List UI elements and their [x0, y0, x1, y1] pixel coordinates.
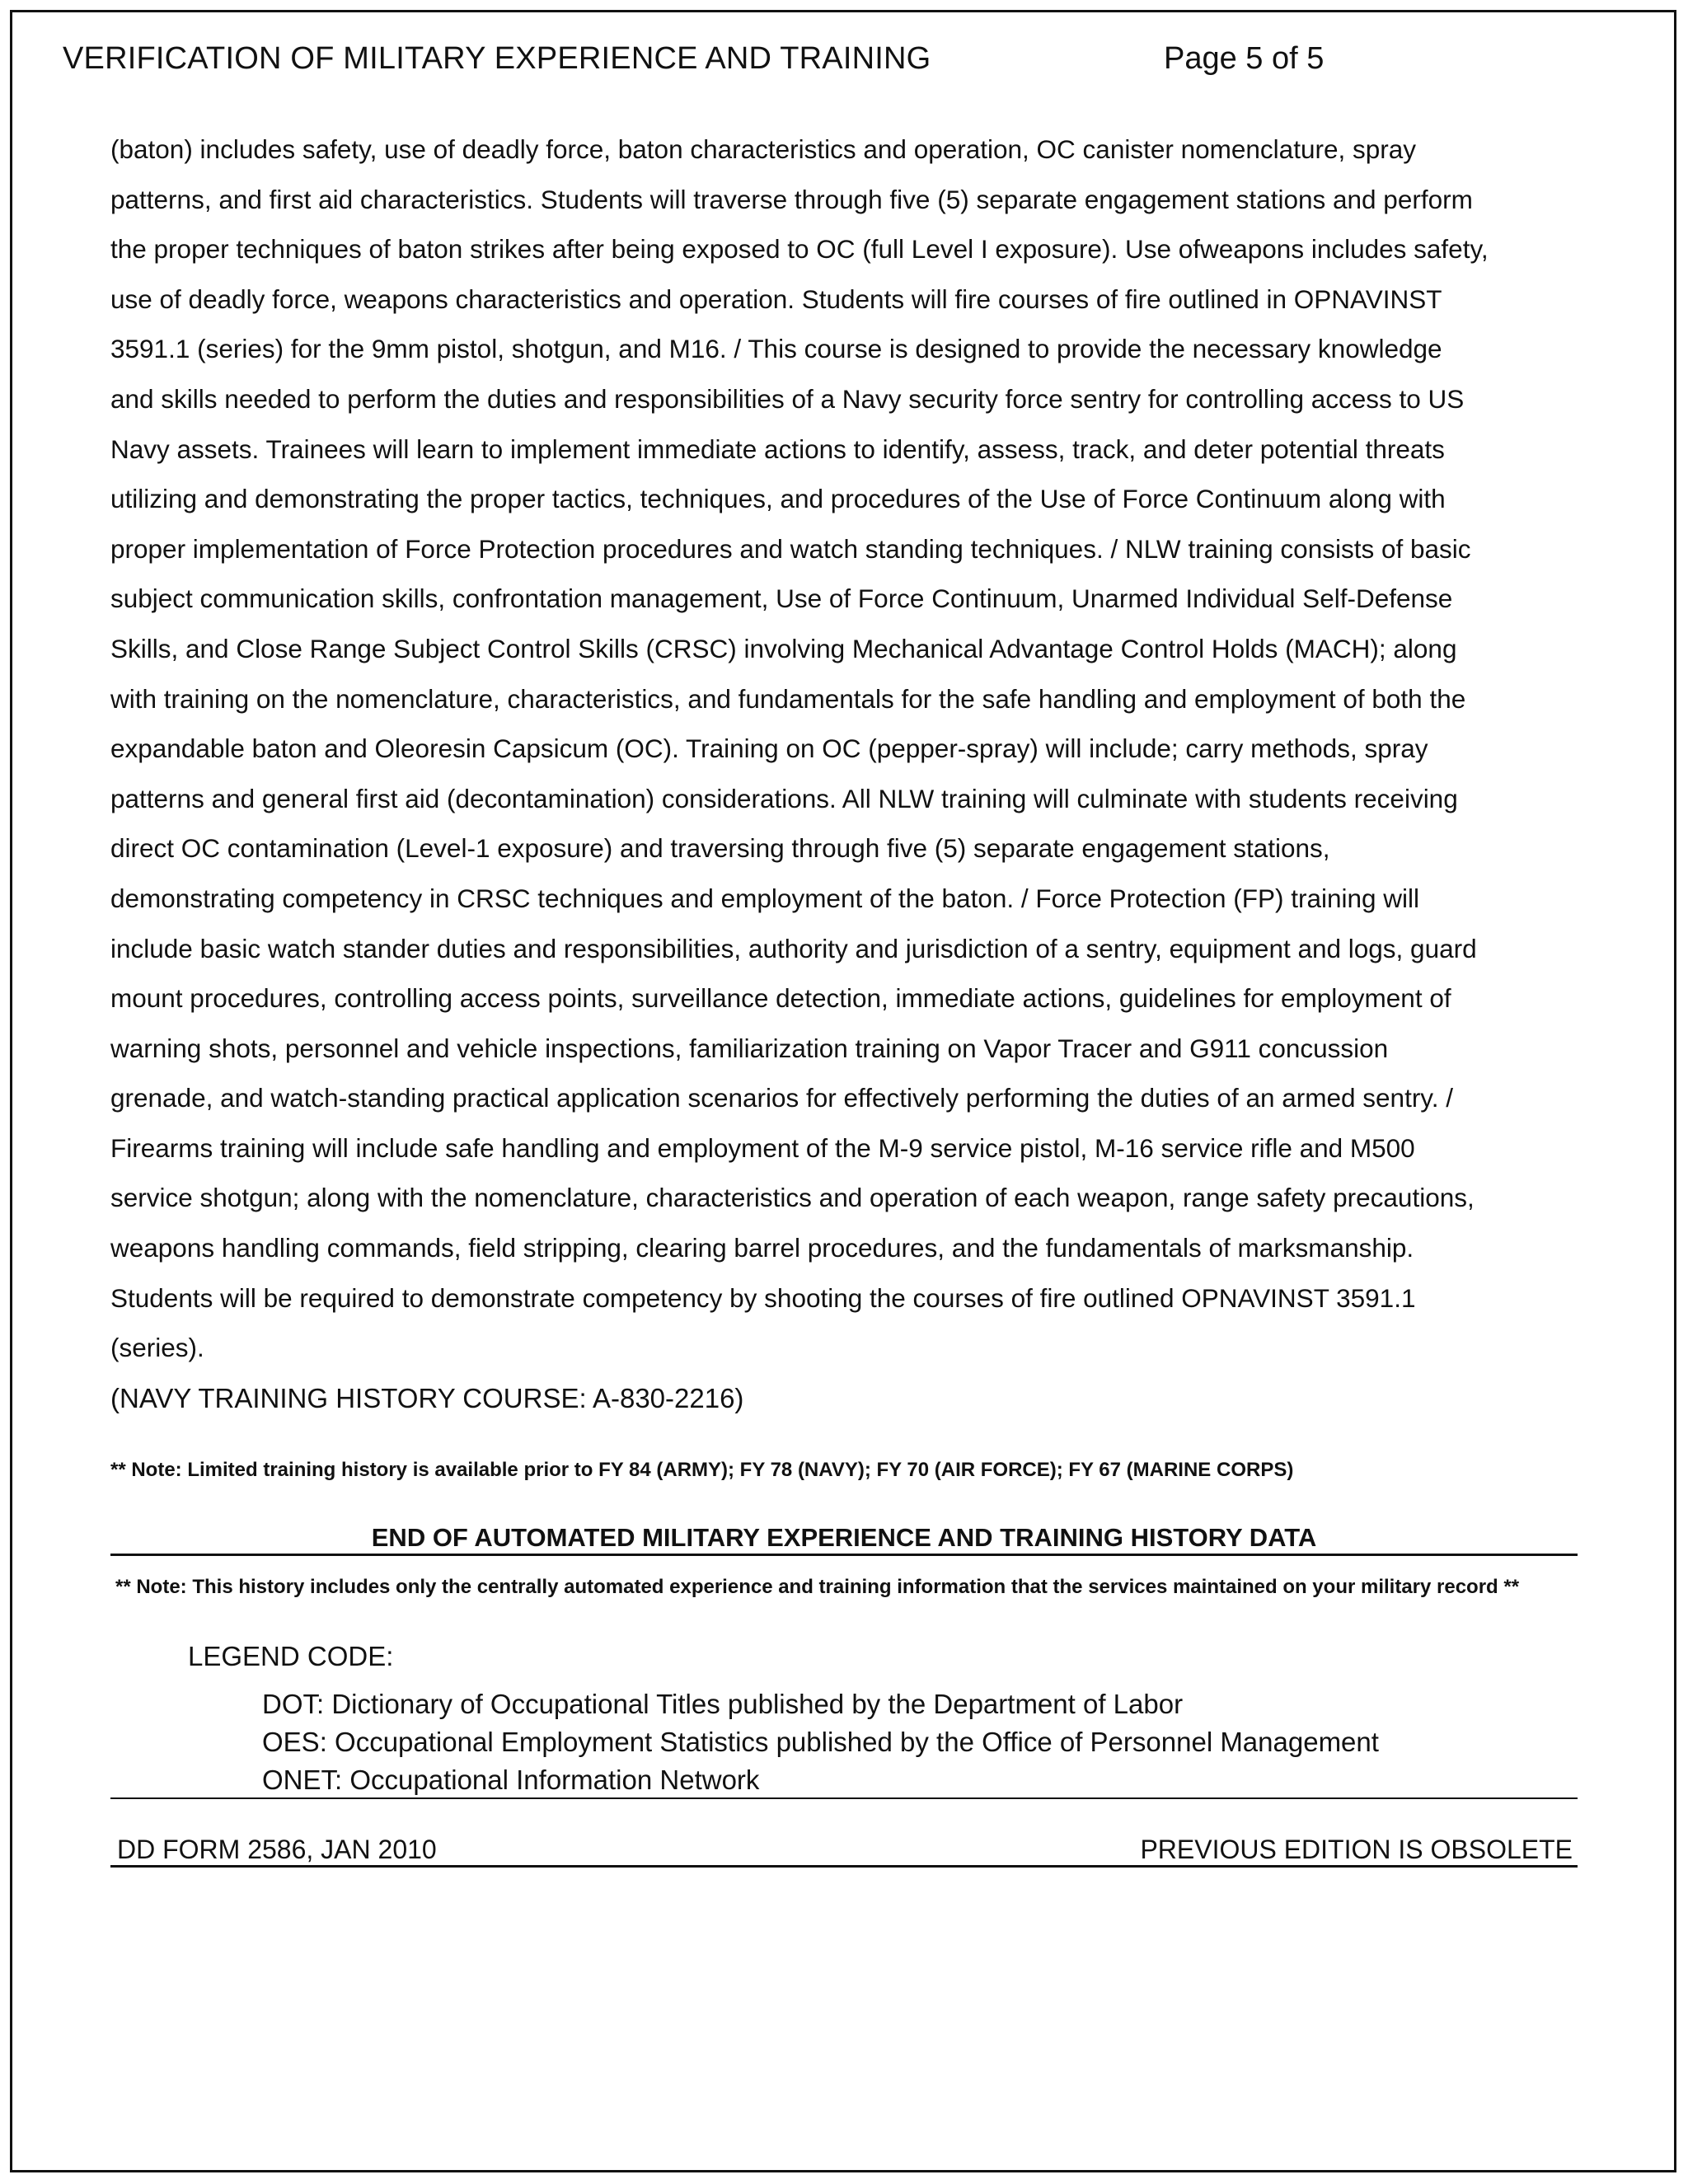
legend-heading: LEGEND CODE: — [188, 1641, 394, 1671]
text-line: (series). — [110, 1333, 204, 1363]
text-line: grenade, and watch-standing practical application scenarios for effectively performing the duties of an armed sentry. / — [110, 1083, 1453, 1113]
text-line: subject communication skills, confrontation management, Use of Force Continuum, Unarmed Individual Self-Defense — [110, 583, 1453, 614]
legend-item-dot: DOT: Dictionary of Occupational Titles published by the Department of Labor — [262, 1689, 1184, 1719]
text-line: expandable baton and Oleoresin Capsicum (OC). Training on OC (pepper-spray) will include; carry methods, spray — [110, 733, 1428, 764]
text-line: Students will be required to demonstrate competency by shooting the courses of fire outlined OPNAVINST 3591.1 — [110, 1282, 1416, 1313]
legend-item-onet: ONET: Occupational Information Network — [262, 1765, 760, 1795]
text-line: utilizing and demonstrating the proper tactics, techniques, and procedures of the Use of Force Continuum along with — [110, 484, 1446, 514]
form-footer — [110, 1834, 1578, 1868]
text-line: 3591.1 (series) for the 9mm pistol, shotgun, and M16. / This course is designed to provide the necessary knowledge — [110, 334, 1442, 364]
document-title: VERIFICATION OF MILITARY EXPERIENCE AND TRAINING — [63, 41, 931, 76]
legend-item-oes: OES: Occupational Employment Statistics published by the Office of Personnel Management — [262, 1727, 1379, 1757]
legend-list — [262, 1685, 1379, 1799]
text-line: proper implementation of Force Protection procedures and watch standing techniques. / NLW training consists of basic — [110, 533, 1471, 564]
text-line: weapons handling commands, field stripping, clearing barrel procedures, and the fundamentals of marksmanship. — [110, 1233, 1414, 1263]
end-of-data-heading: END OF AUTOMATED MILITARY EXPERIENCE AND TRAINING HISTORY DATA — [110, 1522, 1578, 1556]
text-line: Navy assets. Trainees will learn to implement immediate actions to identify, assess, track, and deter potential threats — [110, 434, 1445, 464]
text-line: direct OC contamination (Level-1 exposure) and traversing through five (5) separate engagement stations, — [110, 833, 1330, 864]
course-identifier: (NAVY TRAINING HISTORY COURSE: A-830-2216) — [110, 1383, 744, 1413]
divider — [110, 1797, 1578, 1799]
text-line: patterns and general first aid (decontamination) considerations. All NLW training will culminate with students receiving — [110, 783, 1458, 813]
text-line: Skills, and Close Range Subject Control Skills (CRSC) involving Mechanical Advantage Control Holds (MACH); along — [110, 633, 1457, 663]
text-line: mount procedures, controlling access points, surveillance detection, immediate actions, guidelines for employment of — [110, 983, 1451, 1014]
form-identifier: DD FORM 2586, JAN 2010 — [117, 1835, 437, 1864]
course-description — [110, 132, 1594, 1380]
text-line: with training on the nomenclature, characteristics, and fundamentals for the safe handling and employment of both the — [110, 683, 1466, 714]
text-line: service shotgun; along with the nomenclature, characteristics and operation of each weapon, range safety precautions, — [110, 1183, 1475, 1213]
page-number: Page 5 of 5 — [1164, 41, 1325, 76]
text-line: Firearms training will include safe handling and employment of the M-9 service pistol, M-16 service rifle and M500 — [110, 1132, 1415, 1163]
limited-history-note: ** Note: Limited training history is available prior to FY 84 (ARMY); FY 78 (NAVY); FY 70 (AIR FORCE); FY 67 (MARINE CORPS) — [110, 1459, 1294, 1481]
edition-notice: PREVIOUS EDITION IS OBSOLETE — [1140, 1835, 1573, 1864]
text-line: demonstrating competency in CRSC techniques and employment of the baton. / Force Protection (FP) training will — [110, 883, 1420, 913]
text-line: patterns, and first aid characteristics. Students will traverse through five (5) separate engagement stations and perform — [110, 184, 1473, 214]
text-line: include basic watch stander duties and responsibilities, authority and jurisdiction of a sentry, equipment and logs, guard — [110, 933, 1477, 963]
text-line: use of deadly force, weapons characteristics and operation. Students will fire courses of fire outlined in OPNAVINST — [110, 284, 1442, 314]
text-line: and skills needed to perform the duties and responsibilities of a Navy security force sentry for controlling access to US — [110, 383, 1465, 414]
text-line: the proper techniques of baton strikes after being exposed to OC (full Level I exposure). Use ofweapons includes safety, — [110, 234, 1489, 265]
text-line: (baton) includes safety, use of deadly force, baton characteristics and operation, OC canister nomenclature, spray — [110, 134, 1416, 164]
history-scope-note: ** Note: This history includes only the centrally automated experience and training information that the services maintained on your military record ** — [115, 1576, 1520, 1598]
text-line: warning shots, personnel and vehicle inspections, familiarization training on Vapor Tracer and G911 concussion — [110, 1033, 1389, 1063]
